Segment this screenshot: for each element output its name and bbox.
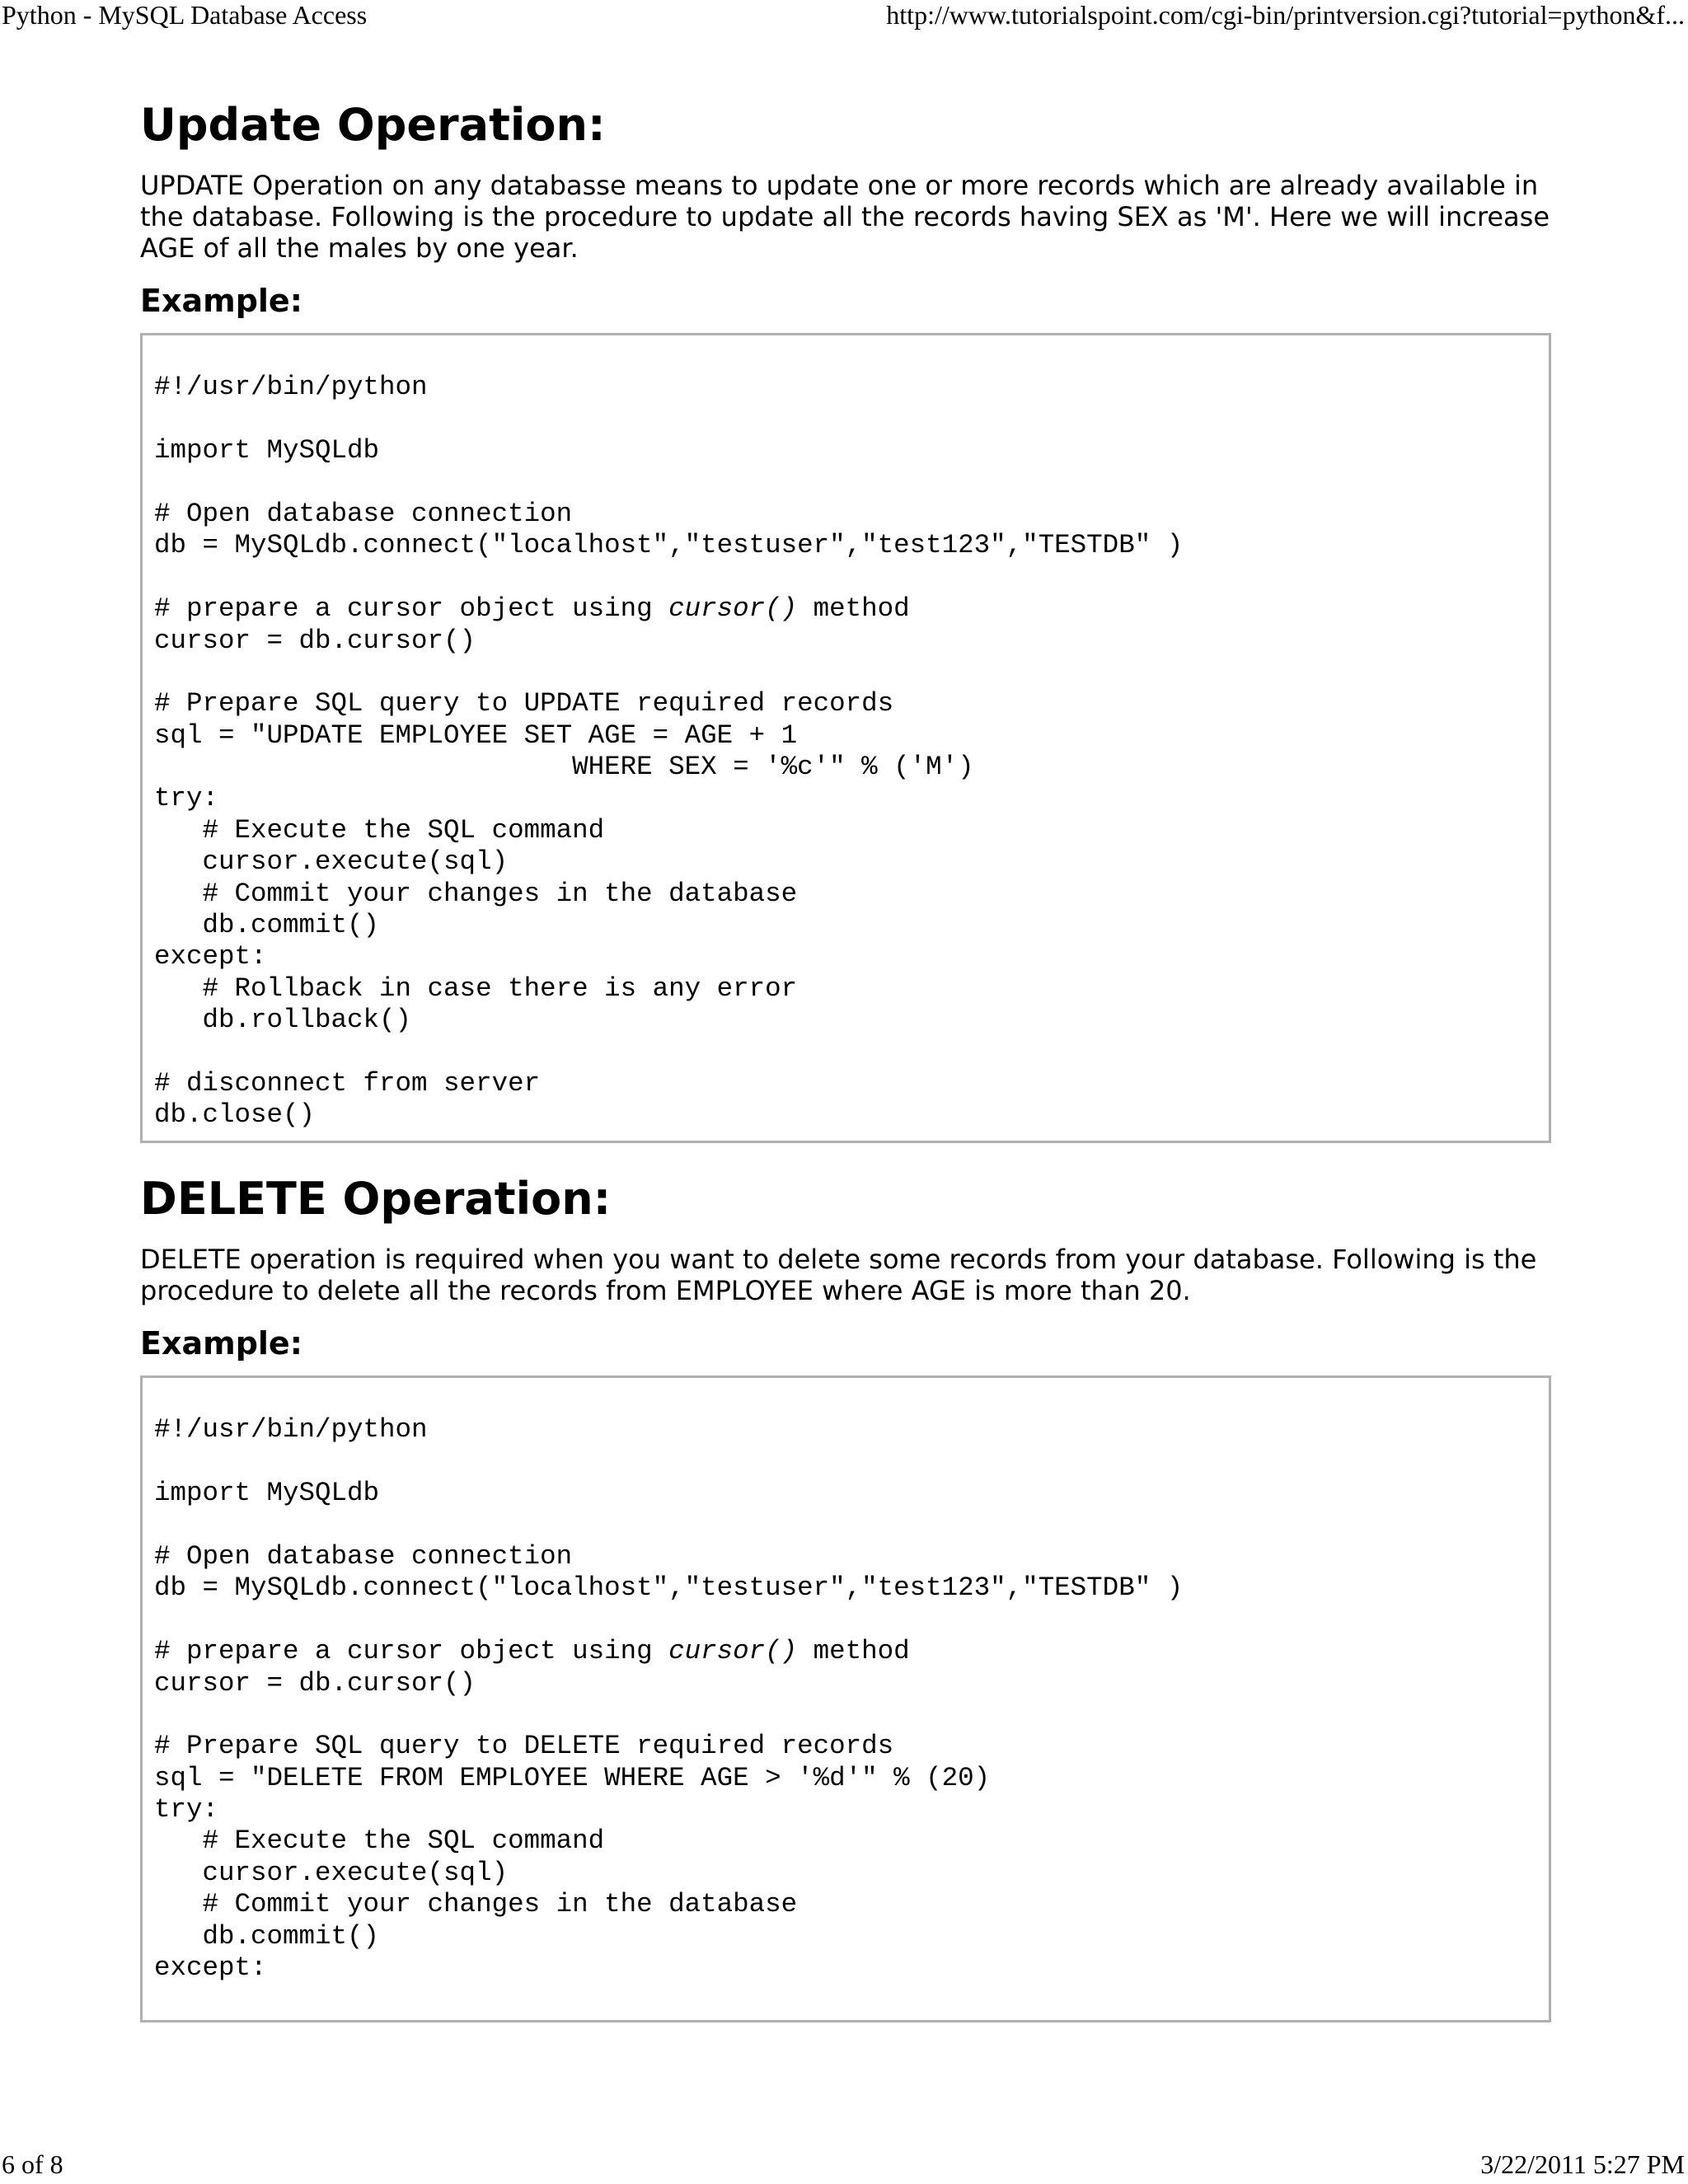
code-line [154,1510,1539,1541]
code-line: sql = "DELETE FROM EMPLOYEE WHERE AGE > '%d'" % (20) [154,1762,991,1793]
code-line [154,1037,1539,1068]
code-line [154,1699,1539,1731]
code-line: # Commit your changes in the database [154,878,798,909]
code-line: # Open database connection [154,1540,573,1572]
code-line: # prepare a cursor object using cursor() method [154,1636,910,1667]
code-line: try: [154,1794,219,1825]
update-example-label: Example: [140,283,302,319]
code-line [154,467,1539,499]
code-line: #!/usr/bin/python [154,372,428,403]
code-line: import MySQLdb [154,435,380,466]
code-line: db = MySQLdb.connect("localhost","testuser","test123","TESTDB" ) [154,1572,1184,1604]
code-line: cursor.execute(sql) [154,846,509,878]
code-line: db.commit() [154,1920,380,1952]
code-line: try: [154,783,219,814]
print-datetime: 3/22/2011 5:27 PM [1480,2149,1685,2179]
code-line: cursor.execute(sql) [154,1857,509,1888]
code-line [154,1605,1539,1636]
update-heading: Update Operation: [140,99,606,151]
page-content [140,99,1551,2022]
page-title: Python - MySQL Database Access [2,0,368,30]
code-line: cursor = db.cursor() [154,1667,476,1699]
code-line: import MySQLdb [154,1478,380,1509]
page-number: 6 of 8 [2,2149,63,2179]
code-line [154,1383,1539,1414]
code-line [154,340,1539,372]
code-line: # prepare a cursor object using cursor() method [154,593,910,625]
code-line [154,404,1539,435]
code-line: db.rollback() [154,1005,412,1036]
code-line: WHERE SEX = '%c'" % ('M') [154,752,974,783]
code-line: except: [154,1952,267,1984]
code-line: cursor = db.cursor() [154,625,476,656]
code-line: db.commit() [154,910,380,941]
code-line: # Rollback in case there is any error [154,972,798,1004]
code-line: # disconnect from server [154,1067,541,1099]
code-line: db = MySQLdb.connect("localhost","testuser","test123","TESTDB" ) [154,530,1184,561]
code-line: # Prepare SQL query to UPDATE required records [154,688,894,719]
delete-example-label: Example: [140,1325,302,1361]
code-line: db.close() [154,1099,316,1131]
code-line: # Open database connection [154,498,573,529]
code-line [154,657,1539,688]
update-code-block [140,333,1551,1143]
update-paragraph: UPDATE Operation on any databasse means to update one or more records which are already available in the database. Following is the procedure to update all the records having SEX as 'M'. Here we will increase AGE of all the males by one year. [140,170,1550,264]
code-line: # Prepare SQL query to DELETE required records [154,1731,894,1762]
code-line: #!/usr/bin/python [154,1414,428,1446]
code-line: except: [154,941,267,972]
code-line [154,1446,1539,1478]
page-url: http://www.tutorialspoint.com/cgi-bin/printversion.cgi?tutorial=python&f... [886,0,1685,30]
code-line: sql = "UPDATE EMPLOYEE SET AGE = AGE + 1 [154,719,798,751]
code-line: # Execute the SQL command [154,1825,605,1857]
delete-heading: DELETE Operation: [140,1173,612,1225]
code-line: # Commit your changes in the database [154,1889,798,1920]
code-line [154,562,1539,593]
delete-paragraph: DELETE operation is required when you want to delete some records from your database. Following is the procedure to delete all the records from EMPLOYEE where AGE is more than 20. [140,1244,1537,1306]
delete-code-block [140,1376,1551,2022]
code-line: # Execute the SQL command [154,814,605,846]
